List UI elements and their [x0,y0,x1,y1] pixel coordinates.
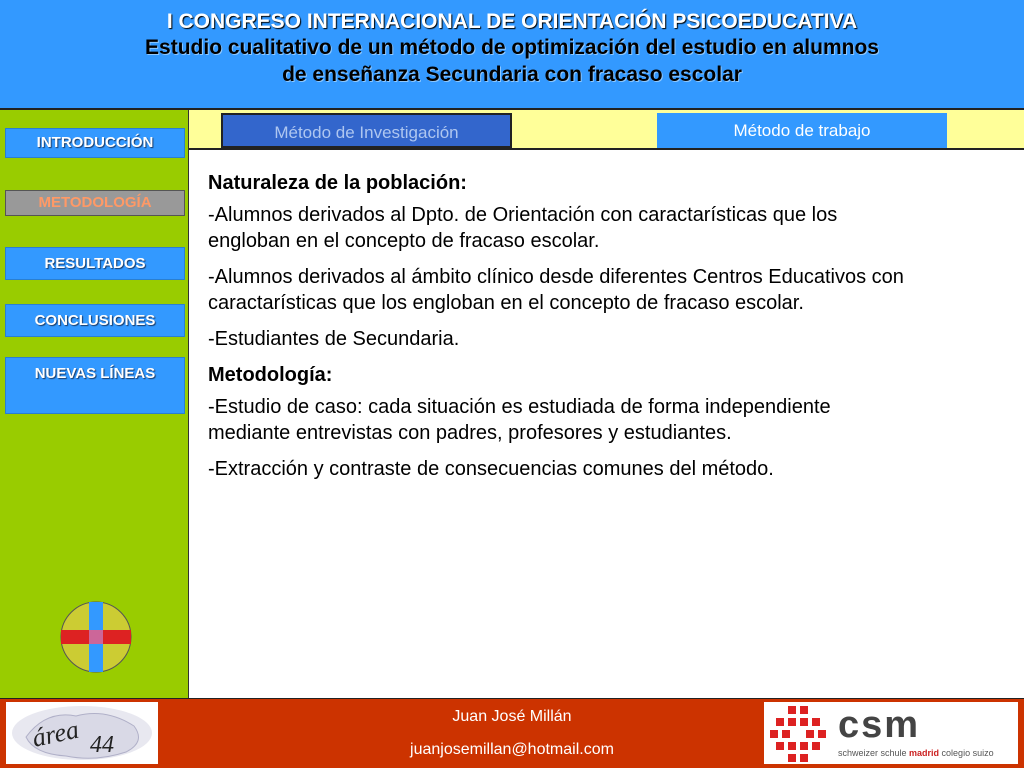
study-title-line2: de enseñanza Secundaria con fracaso escolar [282,63,742,86]
sidebar [0,110,189,698]
population-point-1: -Alumnos derivados al Dpto. de Orientación con caractarísticas que los engloban en el concepto de fracaso escolar. [208,204,838,252]
population-point-2: -Alumnos derivados al ámbito clínico desde diferentes Centros Educativos con caractarísticas que los engloban en el concepto de fracaso escolar. [208,266,904,314]
slide-footer [0,698,1024,768]
area-logo-text-top: área [29,714,82,753]
csm-logo [764,702,1018,764]
csm-cross-icon [766,702,836,764]
study-title-line1: Estudio cualitativo de un método de optimización del estudio en alumnos [145,36,879,59]
population-heading: Naturaleza de la población: [208,172,467,194]
nav-nuevas-lineas-button[interactable]: NUEVAS LÍNEAS [5,357,185,414]
area-logo-text-bottom: 44 [90,732,114,758]
author-name: Juan José Millán [452,708,572,725]
csm-logo-subtitle: schweizer schule madrid colegio suizo [838,748,994,758]
congress-title: I CONGRESO INTERNACIONAL DE ORIENTACIÓN PSICOEDUCATIVA [166,10,858,33]
slide-header [0,0,1024,110]
population-point-3: -Estudiantes de Secundaria. [208,328,460,350]
methodology-point-2: -Extracción y contraste de consecuencias comunes del método. [208,458,774,480]
nav-introduccion-button[interactable]: INTRODUCCIÓN [5,128,185,158]
nav-conclusiones-button[interactable]: CONCLUSIONES [5,304,185,337]
methodology-heading: Metodología: [208,364,333,386]
methodology-point-1: -Estudio de caso: cada situación es estudiada de forma independiente mediante entrevistas con padres, profesores y estudiantes. [208,396,831,444]
main-content [208,170,908,492]
tab-metodo-trabajo[interactable]: Método de trabajo [657,113,947,148]
method-tabs-bar [189,110,1024,150]
nav-resultados-button[interactable]: RESULTADOS [5,247,185,280]
nav-metodologia-button[interactable]: METODOLOGÍA [5,190,185,216]
author-email[interactable]: juanjosemillan@hotmail.com [410,741,614,758]
cross-circle-logo-icon [60,601,132,673]
csm-logo-text: csm [838,704,921,746]
tab-metodo-investigacion[interactable]: Método de Investigación [221,113,512,148]
